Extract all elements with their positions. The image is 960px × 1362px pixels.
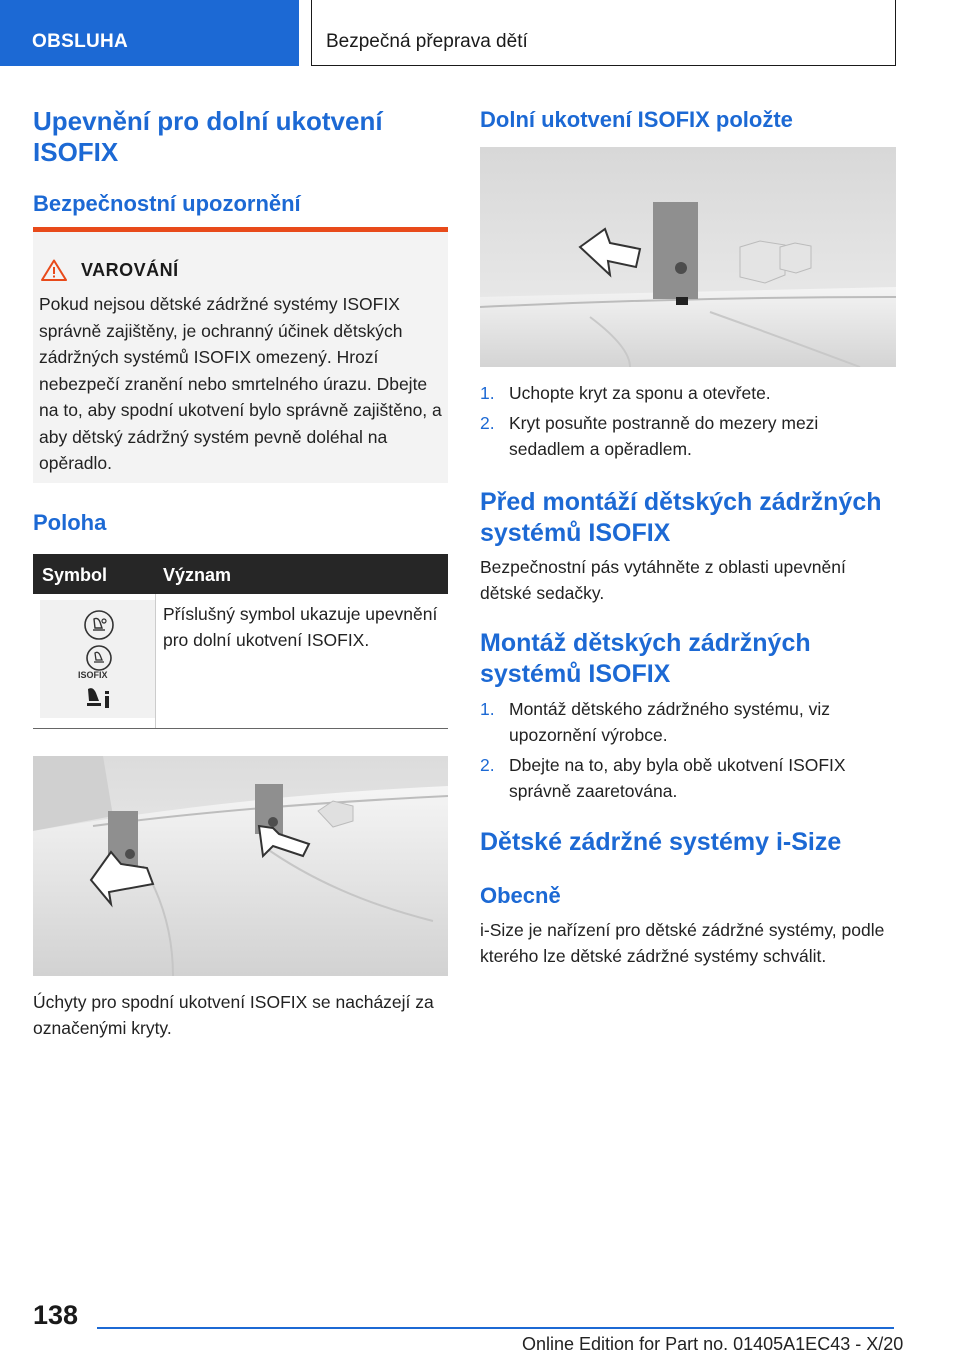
step-number: 1.	[480, 699, 495, 719]
photo-caption: Úchyty pro spodní ukotvení ISOFIX se nacházejí za označenými kryty.	[33, 992, 434, 1038]
general-subheading: Obecně	[480, 883, 561, 908]
before-text: Bezpečnostní pás vytáhněte z oblasti upevnění dětské sedačky.	[480, 557, 846, 603]
footer-edition: Online Edition for Part no. 01405A1EC43 - X/20	[522, 1334, 904, 1354]
safety-subheading: Bezpečnostní upozornění	[33, 191, 301, 216]
seat-illustration	[33, 756, 448, 976]
table-col-meaning: Význam	[163, 565, 232, 585]
list-item	[480, 380, 896, 406]
table-column-divider	[155, 594, 156, 729]
child-seat-circle-icon	[83, 609, 115, 641]
position-subheading: Poloha	[33, 510, 107, 535]
isofix-covers-photo	[33, 756, 448, 976]
footer-rule	[97, 1327, 894, 1329]
before-heading: Před montáží dětských zádržných systémů ISOFIX	[480, 488, 882, 547]
header-section-tab	[0, 0, 299, 66]
step-text: Uchopte kryt za sponu a otevřete.	[509, 383, 771, 403]
table-bottom-rule	[33, 728, 448, 729]
warning-text: Pokud nejsou dětské zádržné systémy ISOFIX správně zajištěny, je ochranný účinek dětských zádržných systémů ISOFIX omezený. Hrozí nebezpečí zranění nebo smrtelného úrazu. Dbejte na to, aby spodní ukotvení bylo správně zajištěno, a aby dětský zádržný systém pevně doléhal na opěradlo.	[39, 294, 442, 473]
warning-triangle-icon	[41, 259, 67, 281]
list-item	[480, 752, 896, 804]
isofix-icon-label: ISOFIX	[78, 670, 108, 680]
isize-heading: Dětské zádržné systémy i-Size	[480, 828, 842, 856]
child-seat-info-icon	[85, 683, 113, 711]
fold-cover-photo	[480, 147, 896, 367]
list-item	[480, 696, 896, 748]
lay-steps-list	[480, 380, 896, 462]
mount-steps-list	[480, 696, 896, 804]
table-col-symbol: Symbol	[42, 565, 108, 585]
header-section-label: OBSLUHA	[32, 31, 129, 52]
step-text: Kryt posuňte postranně do mezery mezi sedadlem a opěradlem.	[509, 413, 819, 459]
warning-header	[41, 259, 179, 281]
table-row-description: Příslušný symbol ukazuje upevnění pro dolní ukotvení ISOFIX.	[163, 604, 438, 650]
lay-heading: Dolní ukotvení ISOFIX položte	[480, 107, 793, 132]
general-text: i-Size je nařízení pro dětské zádržné systémy, podle kterého lze dětské zádržné systémy schválit.	[480, 920, 885, 966]
step-number: 2.	[480, 755, 495, 775]
page-number: 138	[33, 1300, 79, 1330]
seat-cover-illustration	[480, 147, 896, 367]
warning-label: VAROVÁNÍ	[81, 259, 179, 280]
step-number: 1.	[480, 383, 495, 403]
section-heading: Upevnění pro dolní ukotvení ISOFIX	[33, 106, 383, 167]
step-text: Dbejte na to, aby byla obě ukotvení ISOFIX správně zaaretována.	[509, 755, 846, 801]
header-chapter-box	[311, 0, 896, 66]
table-header	[33, 554, 448, 594]
step-text: Montáž dětského zádržného systému, viz upozornění výrobce.	[509, 699, 830, 745]
table-symbol-cell	[40, 600, 155, 718]
header-chapter-title: Bezpečná přeprava dětí	[326, 31, 528, 52]
mount-heading: Montáž dětských zádržných systémů ISOFIX	[480, 629, 811, 688]
warning-box	[33, 227, 448, 483]
step-number: 2.	[480, 413, 495, 433]
list-item	[480, 410, 896, 462]
